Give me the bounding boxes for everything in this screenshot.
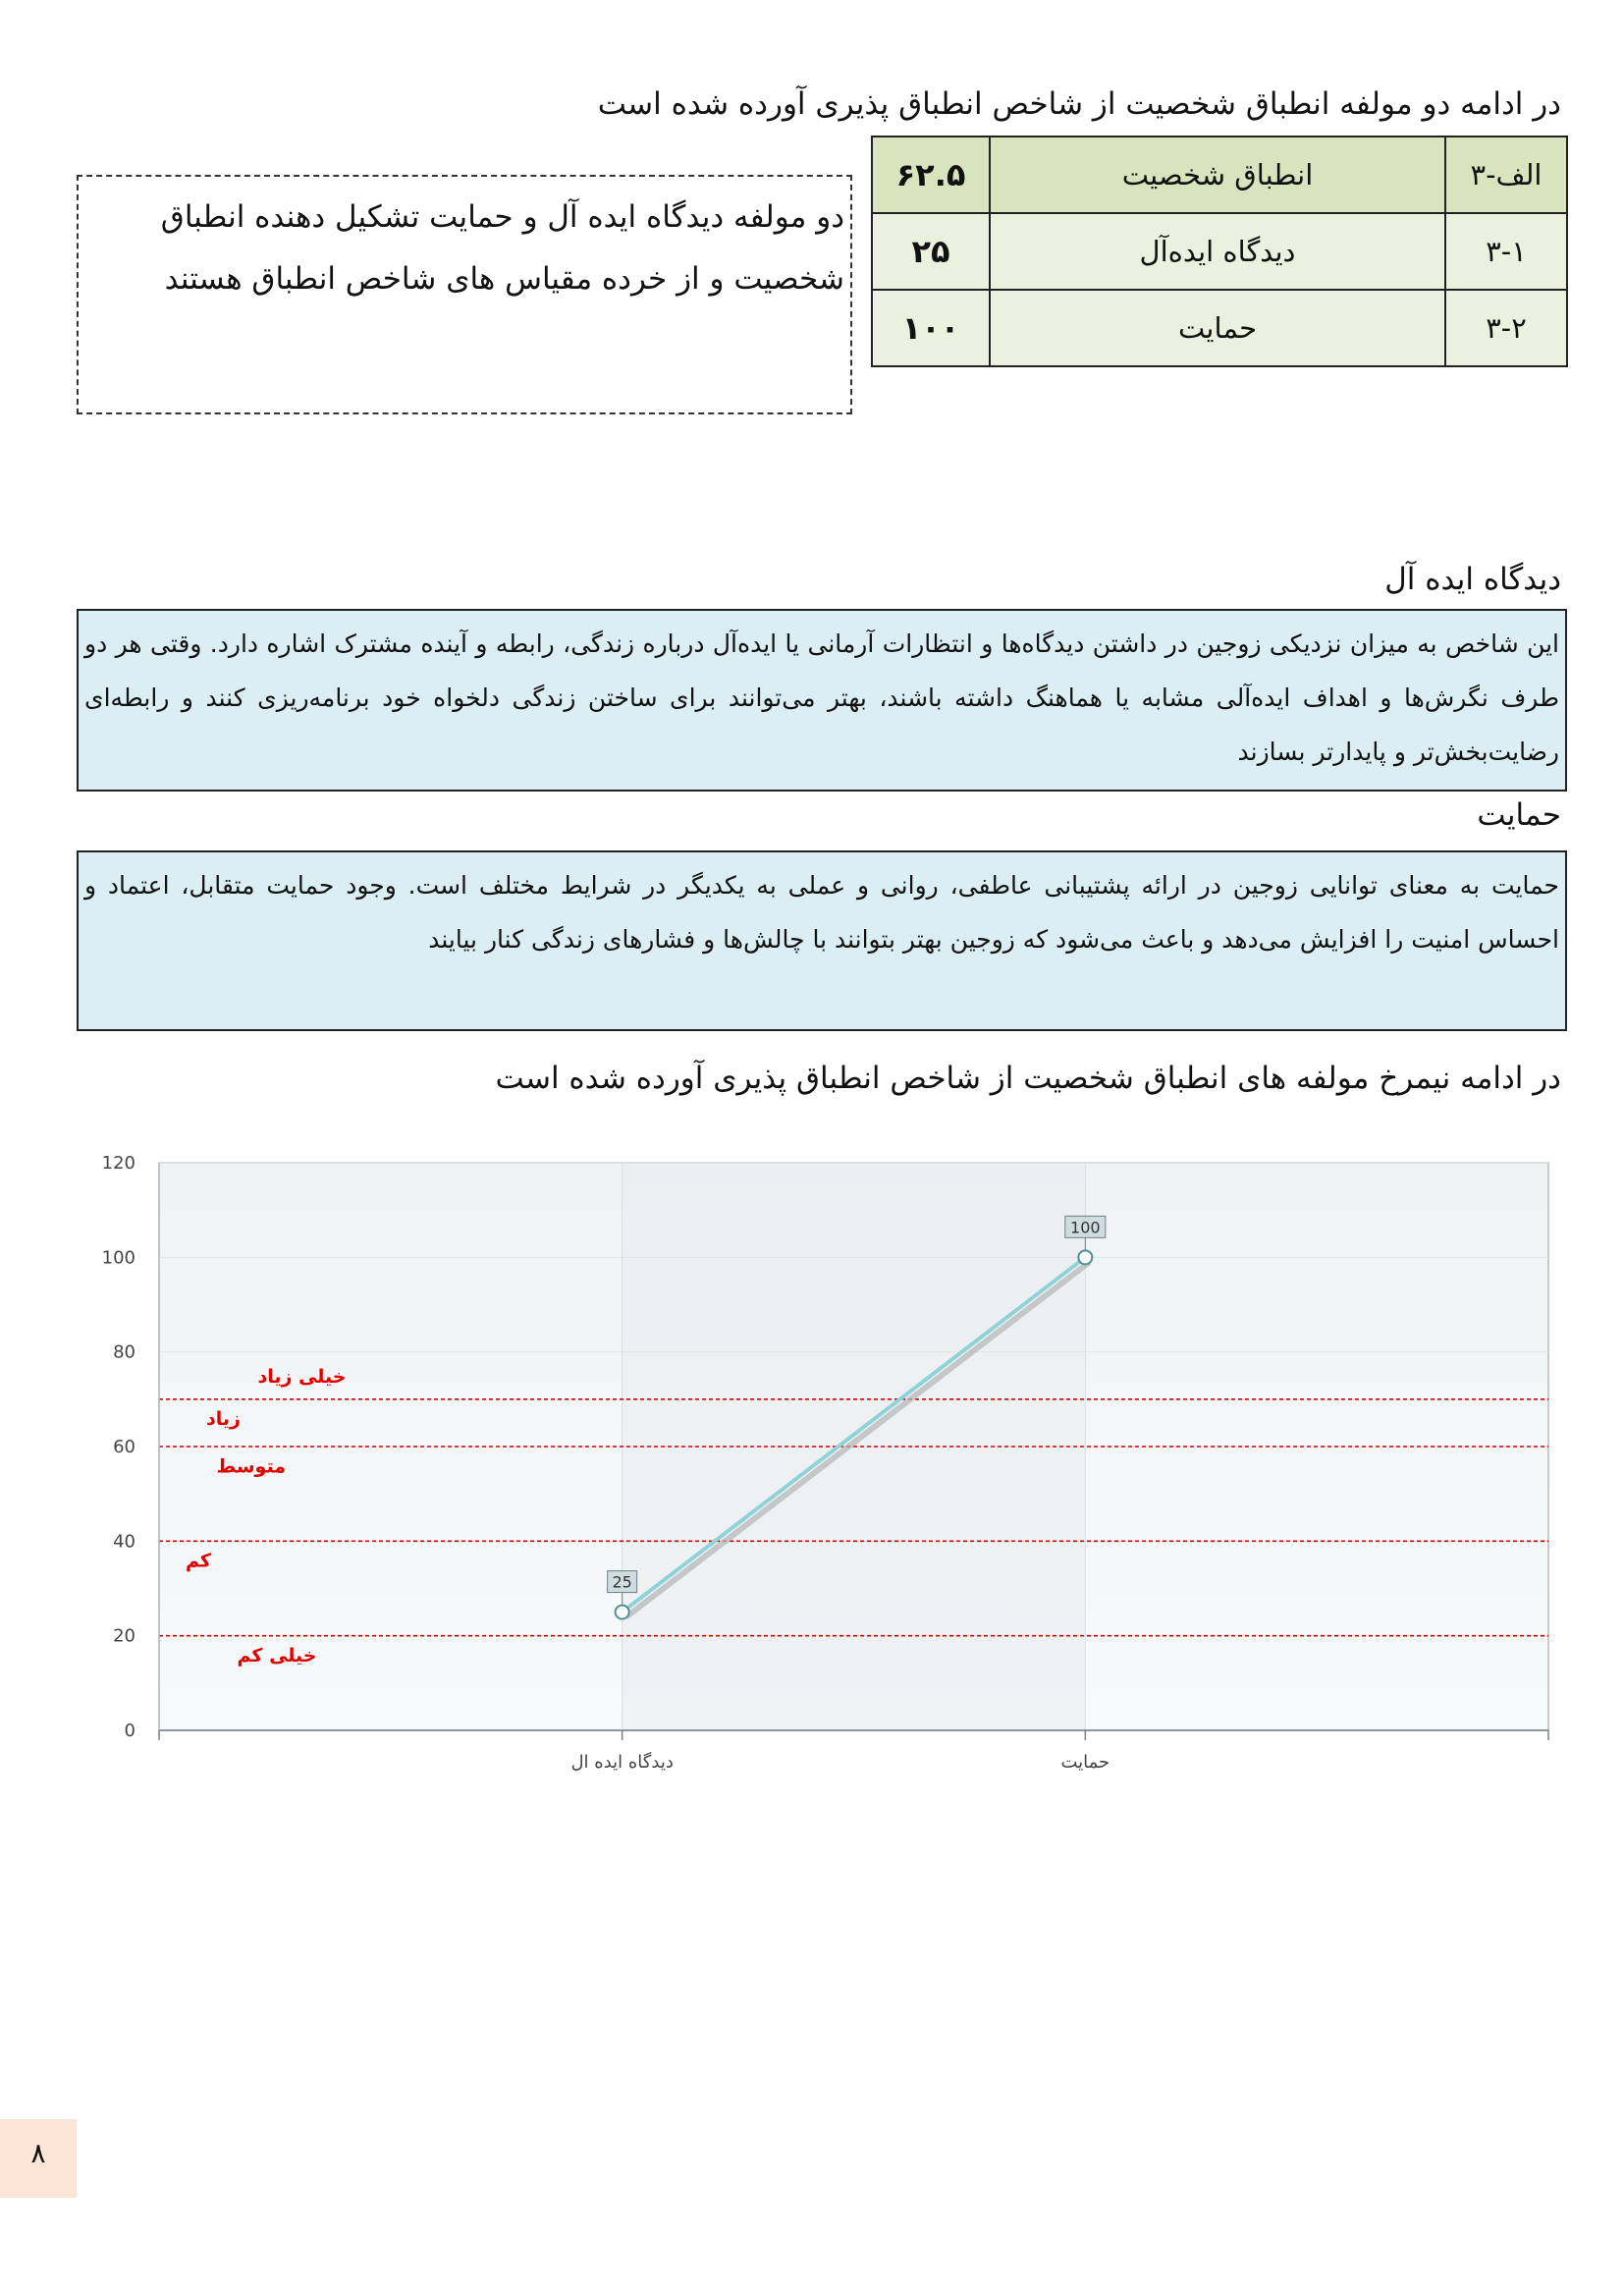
table-header-row — [872, 137, 1567, 213]
section-box-ideal-view — [77, 609, 1567, 792]
note-line-1: دو مولفه دیدگاه ایده آل و حمایت تشکیل دهنده انطباق — [160, 199, 844, 235]
y-tick-label: 20 — [113, 1625, 135, 1647]
table-cell-value: ۲۵ — [872, 213, 990, 290]
data-label: 25 — [612, 1572, 632, 1592]
section-box-support — [77, 850, 1567, 1031]
band-label: خیلی کم — [237, 1644, 317, 1667]
band-label: متوسط — [216, 1455, 286, 1478]
page-number: ۸ — [0, 2119, 77, 2198]
table-cell-name: حمایت — [990, 290, 1445, 366]
profile-chart — [0, 1129, 1624, 1797]
note-line-2: شخصیت و از خرده مقیاس های شاخص انطباق هستند — [164, 261, 844, 297]
table-cell-code: ۳-۲ — [1445, 290, 1567, 366]
x-tick-label: حمایت — [1060, 1752, 1110, 1773]
section-text-support: حمایت به معنای توانایی زوجین در ارائه پشتیبانی عاطفی، روانی و عملی به یکدیگر در شرایط مختلف است. وجود حمایت متقابل، اعتماد و احساس امنیت را افزایش می‌دهد و باعث می‌شود که زوجین بهتر بتوانند با چالش‌ها و فشارهای زندگی کنار بیایند — [84, 871, 1559, 954]
data-point — [616, 1606, 629, 1619]
y-tick-label: 80 — [113, 1341, 135, 1363]
band-label: خیلی زیاد — [257, 1365, 347, 1388]
components-heading: در ادامه دو مولفه انطباق شخصیت از شاخص انطباق پذیری آورده شده است — [597, 86, 1561, 122]
note-box — [77, 175, 852, 414]
x-tick-label: دیدگاه ایده ال — [570, 1752, 674, 1773]
table-cell-name: دیدگاه ایده‌آل — [990, 213, 1445, 290]
table-cell-value: ۶۲.۵ — [872, 137, 990, 213]
data-label: 100 — [1070, 1218, 1101, 1237]
y-tick-label: 60 — [113, 1437, 135, 1457]
section-title-ideal-view: دیدگاه ایده آل — [1384, 562, 1561, 597]
band-label: زیاد — [206, 1408, 241, 1431]
y-tick-label: 120 — [101, 1153, 135, 1174]
y-tick-label: 0 — [124, 1721, 135, 1741]
table-cell-code: الف-۳ — [1445, 137, 1567, 213]
band-label: کم — [186, 1550, 211, 1572]
y-tick-label: 100 — [101, 1247, 135, 1269]
table-row — [872, 290, 1567, 366]
y-tick-label: 40 — [113, 1531, 135, 1553]
table-cell-value: ۱۰۰ — [872, 290, 990, 366]
section-text-ideal-view: این شاخص به میزان نزدیکی زوجین در داشتن دیدگاه‌ها و انتظارات آرمانی یا ایده‌آل درباره زندگی، رابطه و آینده مشترک اشاره دارد. وقتی هر دو طرف نگرش‌ها و اهداف ایده‌آلی مشابه یا هماهنگ داشته باشند، بهتر می‌توانند برای ساختن زندگی دلخواه خود برنامه‌ریزی کنند و رابطه‌ای رضایت‌بخش‌تر و پایدارتر بسازند — [84, 629, 1559, 766]
data-point — [1078, 1250, 1092, 1264]
profile-heading: در ادامه نیمرخ مولفه های انطباق شخصیت از شاخص انطباق پذیری آورده شده است — [495, 1061, 1561, 1096]
index-table — [871, 136, 1568, 367]
table-row — [872, 213, 1567, 290]
table-cell-code: ۳-۱ — [1445, 213, 1567, 290]
table-cell-name: انطباق شخصیت — [990, 137, 1445, 213]
section-title-support: حمایت — [1477, 797, 1561, 833]
